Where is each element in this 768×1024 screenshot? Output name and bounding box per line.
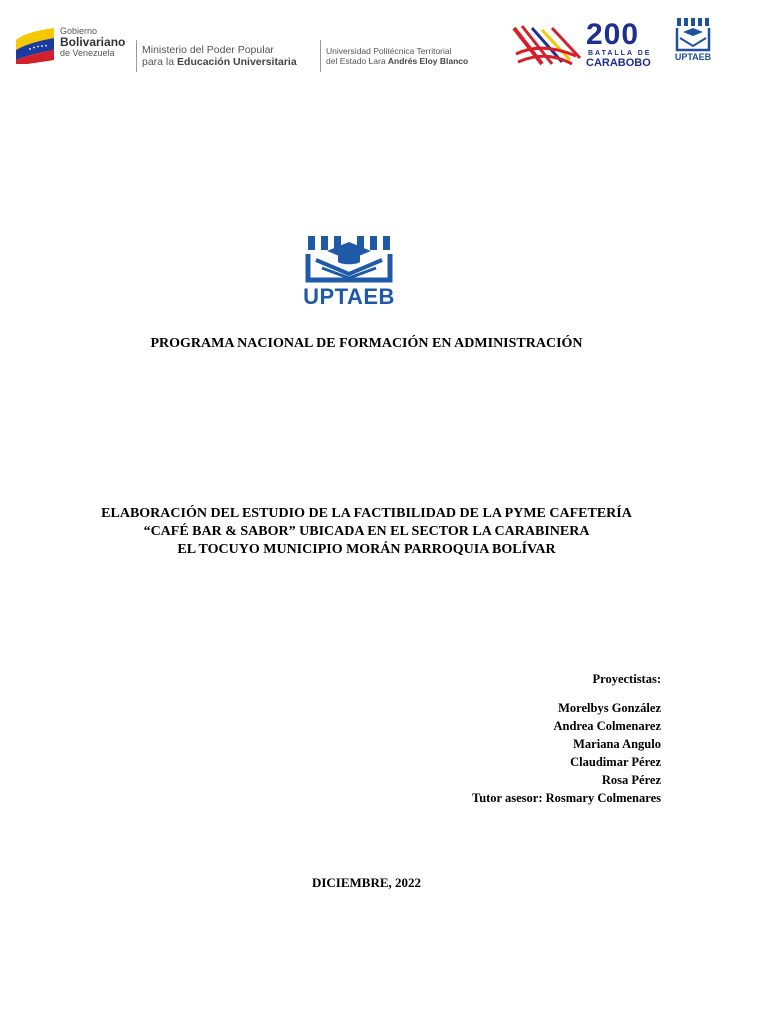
gov-line-2: Bolivariano <box>60 35 126 49</box>
authors-label: Proyectistas: <box>592 672 661 686</box>
author-name: Morelbys González <box>558 701 661 715</box>
author-name: Claudimar Pérez <box>570 755 661 769</box>
document-date: DICIEMBRE, 2022 <box>311 875 422 890</box>
bicentennial-line-2: CARABOBO <box>586 57 651 69</box>
header-divider <box>320 40 321 72</box>
project-title-line-1: ELABORACIÓN DEL ESTUDIO DE LA FACTIBILIDAD DE LA PYME CAFETERÍA <box>101 506 632 521</box>
university-line-2-prefix: del Estado Lara <box>326 56 388 66</box>
header-logos <box>0 0 768 78</box>
stripes-graphic-icon <box>512 24 584 70</box>
bicentennial-line-1: BATALLA DE <box>588 50 652 57</box>
university-name <box>326 46 468 66</box>
program-title: PROGRAMA NACIONAL DE FORMACIÓN EN ADMINISTRACIÓN <box>150 336 583 351</box>
ministry-line-2-bold: Educación Universitaria <box>177 56 297 68</box>
ministry-line-1: Ministerio del Poder Popular <box>142 44 274 56</box>
venezuela-flag-icon <box>14 26 56 64</box>
government-name <box>60 26 125 58</box>
university-line-2-bold: Andrés Eloy Blanco <box>387 56 469 66</box>
project-title-line-3: EL TOCUYO MUNICIPIO MORÁN PARROQUIA BOLÍVAR <box>177 542 556 557</box>
logo-label: UPTAEB <box>303 284 395 309</box>
bicentennial-number: 200 <box>586 18 640 51</box>
author-name: Andrea Colmenarez <box>553 719 661 733</box>
header-divider <box>136 40 137 72</box>
author-name: Rosa Pérez <box>601 773 661 787</box>
authors-block <box>472 670 661 807</box>
small-logo-label: UPTAEB <box>674 52 712 62</box>
tutor-name: Tutor asesor: Rosmary Colmenares <box>472 791 661 805</box>
ministry-name <box>142 44 297 68</box>
bicentennial-logo <box>512 20 662 70</box>
project-title <box>0 505 733 559</box>
author-name: Mariana Angulo <box>573 737 661 751</box>
gov-line-1: Gobierno <box>60 26 98 36</box>
uptaeb-small-logo <box>672 18 714 68</box>
university-building-icon <box>302 234 396 284</box>
ministry-line-2-prefix: para la <box>142 56 178 68</box>
uptaeb-main-logo <box>290 234 408 310</box>
gov-line-3: de Venezuela <box>60 48 115 58</box>
university-building-icon <box>674 18 712 52</box>
university-line-1: Universidad Politécnica Territorial <box>326 46 452 56</box>
project-title-line-2: “CAFÉ BAR & SABOR” UBICADA EN EL SECTOR LA CARABINERA <box>143 524 590 539</box>
